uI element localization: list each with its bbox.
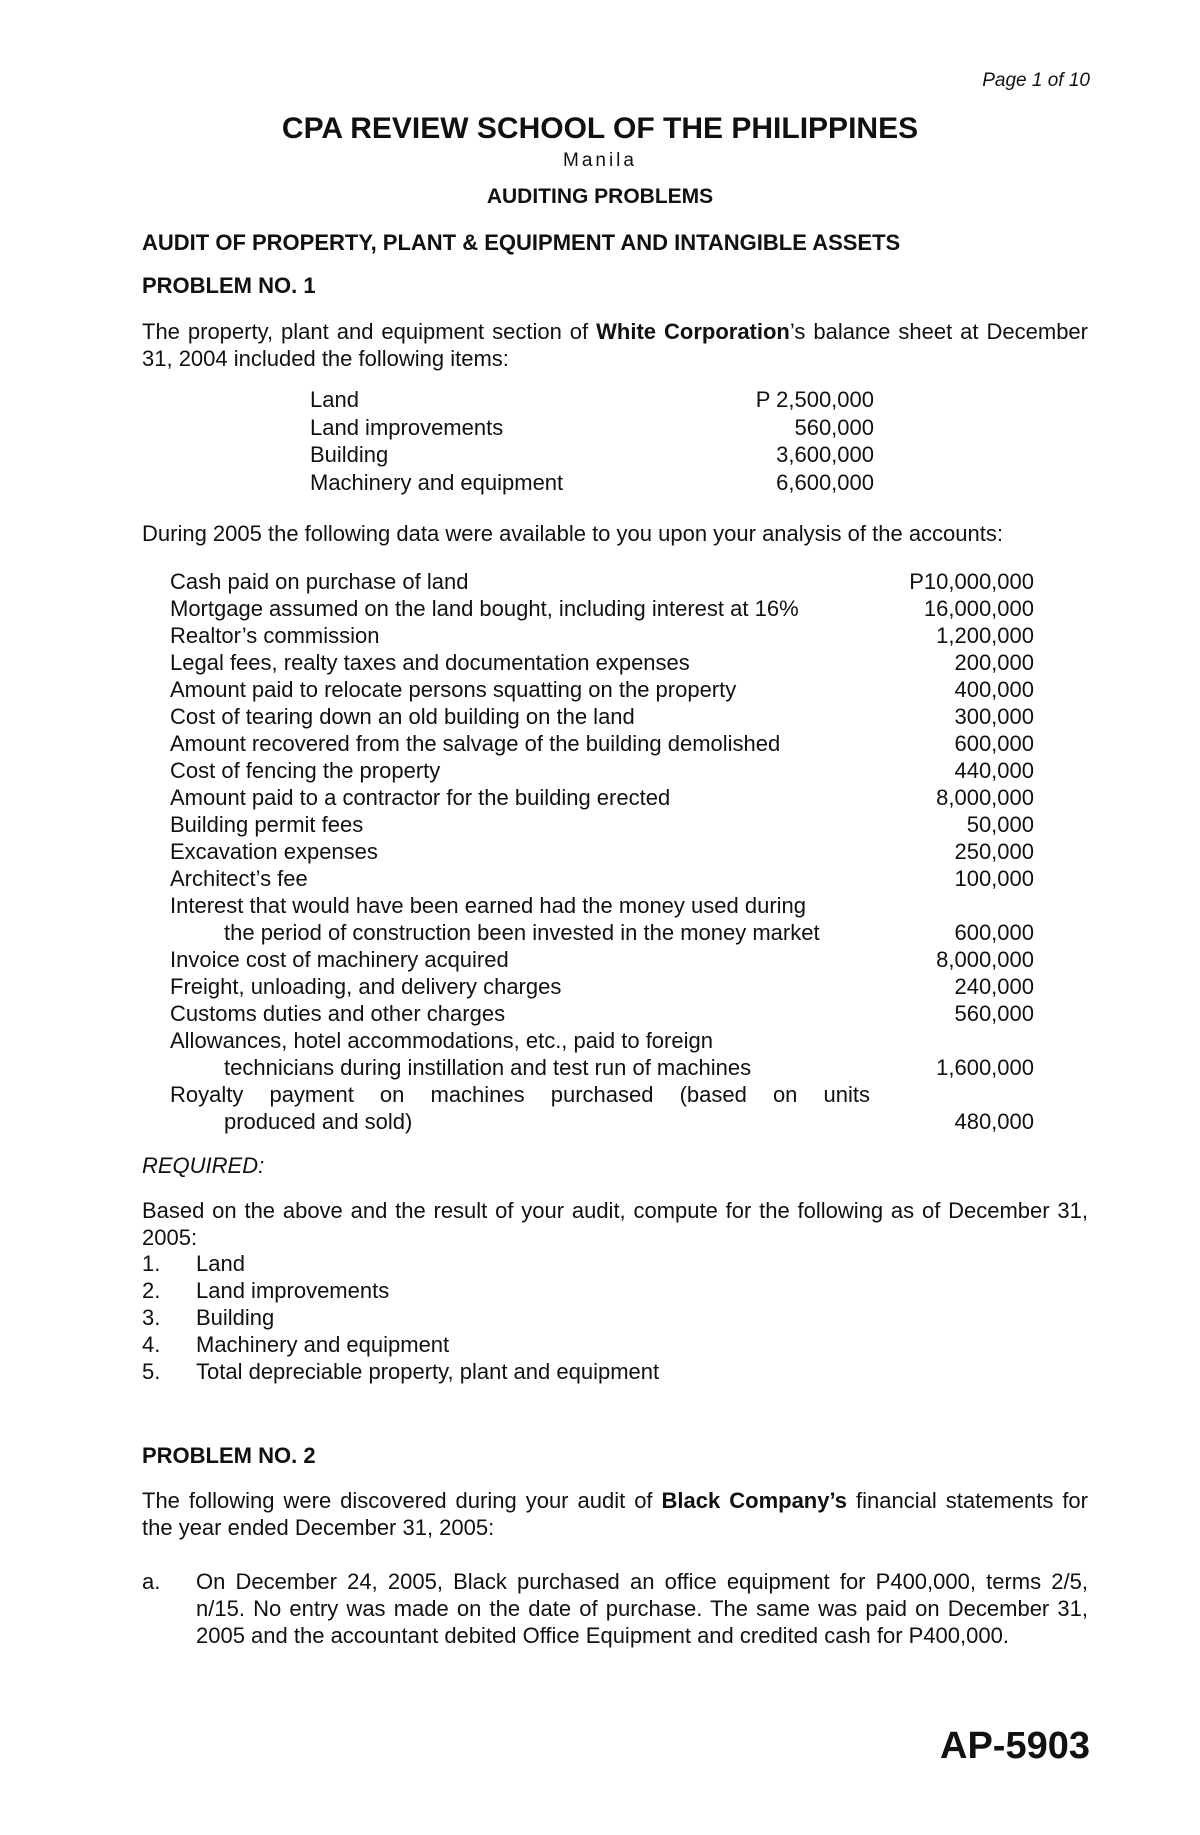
item-number: 2. <box>142 1278 161 1303</box>
balance-row <box>310 469 874 497</box>
data-row-continued <box>170 1108 1034 1135</box>
data-label: Excavation expenses <box>170 839 378 864</box>
data-label: Royalty payment on machines purchased (based on units <box>170 1082 870 1107</box>
data-label: Cost of tearing down an old building on the land <box>170 704 635 729</box>
data-label: Amount recovered from the salvage of the building demolished <box>170 731 781 756</box>
data-row <box>170 811 1034 838</box>
data-row <box>170 946 1034 973</box>
data-amount: 240,000 <box>954 974 1034 999</box>
required-item <box>142 1331 659 1358</box>
school-city: Manila <box>563 150 637 171</box>
data-label: Building permit fees <box>170 812 364 837</box>
data-row-continued <box>170 919 1034 946</box>
data-row <box>170 649 1034 676</box>
topic-heading: AUDIT OF PROPERTY, PLANT & EQUIPMENT AND INTANGIBLE ASSETS <box>142 230 901 255</box>
data-label-continued: produced and sold) <box>224 1109 413 1134</box>
account-data-list <box>170 568 1034 1135</box>
balance-label: Land improvements <box>310 414 504 440</box>
item-number: 3. <box>142 1305 161 1330</box>
problem-2-title: PROBLEM NO. 2 <box>142 1443 316 1468</box>
problem-1-title: PROBLEM NO. 1 <box>142 273 316 298</box>
data-amount: 300,000 <box>954 704 1034 729</box>
data-amount: 1,600,000 <box>936 1055 1034 1080</box>
data-row <box>170 1000 1034 1027</box>
problem-2-item <box>142 1568 1088 1649</box>
document-code: AP-5903 <box>940 1725 1090 1767</box>
required-label: REQUIRED: <box>142 1153 265 1178</box>
required-items <box>142 1250 659 1385</box>
data-label: Freight, unloading, and delivery charges <box>170 974 562 999</box>
item-text: Total depreciable property, plant and equipment <box>196 1359 660 1384</box>
balance-label: Building <box>310 442 389 467</box>
balance-row <box>310 441 874 469</box>
data-row <box>170 784 1034 811</box>
data-label: Mortgage assumed on the land bought, including interest at 16% <box>170 596 799 621</box>
data-label: Cost of fencing the property <box>170 758 441 783</box>
data-amount: 8,000,000 <box>936 785 1034 810</box>
data-amount: 600,000 <box>954 920 1034 945</box>
data-row <box>170 703 1034 730</box>
data-row <box>170 838 1034 865</box>
data-amount: 100,000 <box>954 866 1034 891</box>
balance-amount: 3,600,000 <box>776 442 874 467</box>
problem-2-items <box>142 1568 1088 1649</box>
data-label: Amount paid to relocate persons squatting on the property <box>170 677 737 702</box>
data-amount: 50,000 <box>966 812 1034 837</box>
page-indicator: Page 1 of 10 <box>982 70 1090 91</box>
data-amount: 440,000 <box>954 758 1034 783</box>
data-row <box>170 568 1034 595</box>
balance-row <box>310 386 874 414</box>
data-label: Legal fees, realty taxes and documentation expenses <box>170 650 690 675</box>
company-name: Black Company’s <box>661 1488 848 1513</box>
school-name: CPA REVIEW SCHOOL OF THE PHILIPPINES <box>281 112 919 145</box>
data-row <box>170 730 1034 757</box>
required-item <box>142 1304 659 1331</box>
data-row <box>170 1027 1034 1054</box>
data-row <box>170 622 1034 649</box>
data-amount: 400,000 <box>954 677 1034 702</box>
data-row <box>170 973 1034 1000</box>
item-number: 4. <box>142 1332 161 1357</box>
required-item <box>142 1250 659 1277</box>
problem-1-during-text: During 2005 the following data were available to you upon your analysis of the accounts: <box>142 521 1003 546</box>
item-text: Land improvements <box>196 1278 390 1303</box>
data-amount: P10,000,000 <box>909 569 1034 594</box>
required-item <box>142 1358 659 1385</box>
required-item <box>142 1277 659 1304</box>
item-number: 1. <box>142 1251 161 1276</box>
required-text: Based on the above and the result of your audit, compute for the following as of December 31, 2005: <box>142 1198 1088 1250</box>
data-row <box>170 865 1034 892</box>
data-label: Cash paid on purchase of land <box>170 569 469 594</box>
data-amount: 250,000 <box>954 839 1034 864</box>
data-amount: 600,000 <box>954 731 1034 756</box>
balance-label: Land <box>310 387 359 412</box>
item-number: 5. <box>142 1359 161 1384</box>
balance-row <box>310 414 874 442</box>
data-amount: 16,000,000 <box>923 596 1034 621</box>
item-text: Land <box>196 1251 245 1276</box>
company-name: White Corporation <box>596 319 790 344</box>
data-row <box>170 595 1034 622</box>
balance-amount: 6,600,000 <box>776 469 874 495</box>
data-amount: 480,000 <box>954 1109 1034 1134</box>
data-amount: 200,000 <box>954 650 1034 675</box>
balance-sheet-items <box>310 386 874 496</box>
data-row <box>170 1081 1034 1108</box>
data-amount: 1,200,000 <box>936 623 1034 648</box>
problem-1-intro: The property, plant and equipment section of White Corporation’s balance sheet at December 31, 2004 included the following items: <box>142 319 1088 371</box>
data-row <box>170 676 1034 703</box>
data-label: Amount paid to a contractor for the building erected <box>170 785 671 810</box>
item-text: Building <box>196 1305 275 1330</box>
data-label-continued: the period of construction been invested in the money market <box>224 920 820 945</box>
data-label: Customs duties and other charges <box>170 1001 506 1026</box>
subject-title: AUDITING PROBLEMS <box>486 185 714 208</box>
data-label: Architect’s fee <box>170 866 308 891</box>
data-label-continued: technicians during instillation and test run of machines <box>224 1055 752 1080</box>
item-letter: a. <box>142 1569 161 1594</box>
balance-label: Machinery and equipment <box>310 469 564 495</box>
item-text: Machinery and equipment <box>196 1332 450 1357</box>
data-label: Interest that would have been earned had the money used during <box>170 893 807 918</box>
data-row <box>170 892 1034 919</box>
balance-amount: 560,000 <box>794 414 874 440</box>
item-text: On December 24, 2005, Black purchased an office equipment for P400,000, terms 2/5, n/15. No entry was made on the date of purchase. The same was paid on December 31, 2005 and the accountant debited Office Equipment and credited cash for P400,000. <box>196 1569 1088 1648</box>
data-amount: 560,000 <box>954 1001 1034 1026</box>
balance-amount: P 2,500,000 <box>755 387 874 412</box>
data-amount: 8,000,000 <box>936 947 1034 972</box>
data-label: Allowances, hotel accommodations, etc., paid to foreign <box>170 1028 713 1053</box>
data-label: Invoice cost of machinery acquired <box>170 947 509 972</box>
data-label: Realtor’s commission <box>170 623 380 648</box>
data-row <box>170 757 1034 784</box>
problem-2-intro: The following were discovered during your audit of Black Company’s financial statements for the year ended December 31, 2005: <box>142 1488 1088 1540</box>
data-row-continued <box>170 1054 1034 1081</box>
